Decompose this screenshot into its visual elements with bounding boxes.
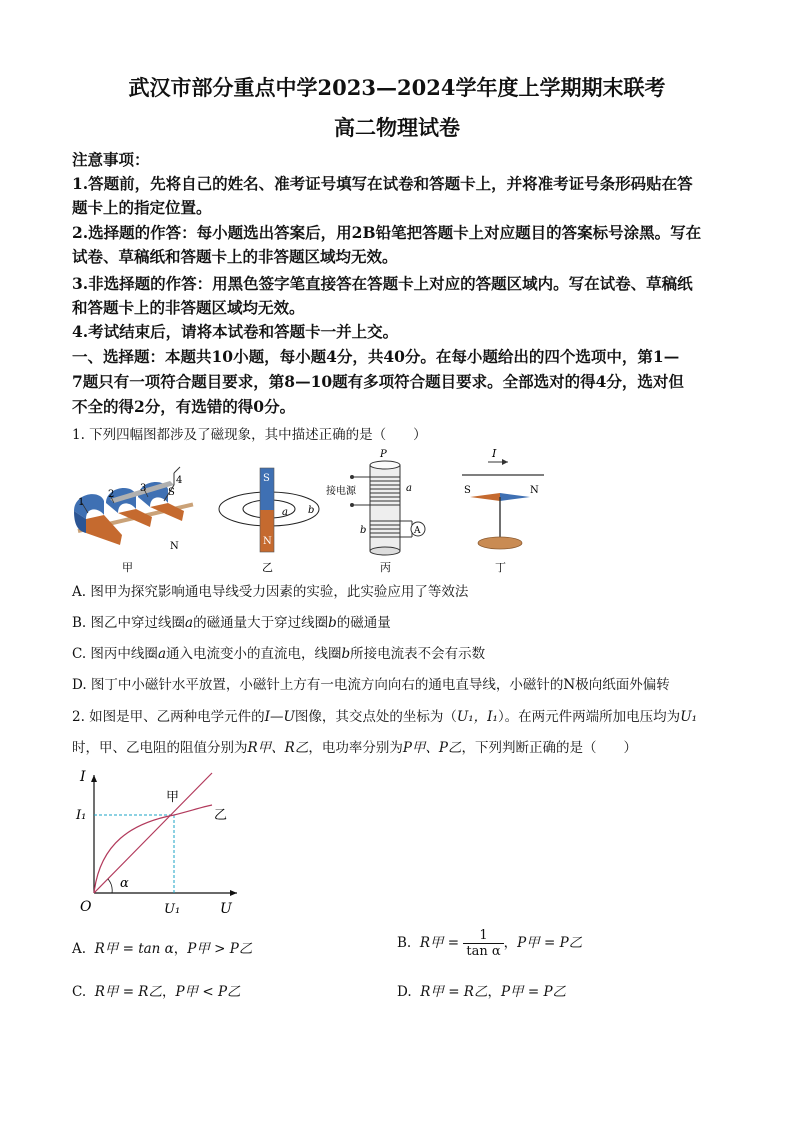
notes-heading: 注意事项：	[72, 150, 150, 169]
exam-subtitle: 高二物理试卷	[334, 115, 460, 140]
q2-option-a: A. R甲 = tan α，P甲 > P乙	[72, 941, 253, 957]
ding-label-S: S	[464, 485, 471, 496]
q2-iu-graph	[72, 763, 252, 923]
graph-label-U: U	[220, 901, 232, 917]
section-instruction: 一、选择题：本题共10小题，每小题4分，共40分。在每小题给出的四个选项中，第1—	[72, 347, 680, 366]
jia-label-S: S	[168, 487, 175, 498]
ding-label-N: N	[530, 485, 539, 496]
note-line: 和答题卡上的非答题区域均无效。	[72, 298, 305, 317]
bing-caption: 丙	[380, 561, 391, 574]
ding-label-I: I	[492, 447, 497, 460]
q1-option-b: B. 图乙中穿过线圈a的磁通量大于穿过线圈b的磁通量	[72, 615, 391, 631]
figure-ding	[462, 447, 544, 574]
graph-label-alpha: α	[120, 876, 129, 891]
jia-label-2: 2	[108, 489, 115, 500]
q1-option-a: A. 图甲为探究影响通电导线受力因素的实验，此实验应用了等效法	[72, 584, 469, 600]
graph-label-I1: I₁	[76, 808, 87, 823]
q1-option-d: D. 图丁中小磁针水平放置，小磁针上方有一电流方向向右的通电直导线，小磁针的N极向纸面外偏转	[72, 677, 670, 693]
graph-label-jia: 甲	[166, 790, 180, 805]
note-line: 4.考试结束后，请将本试卷和答题卡一并上交。	[72, 322, 399, 341]
graph-label-U1: U₁	[164, 902, 181, 917]
yi-caption: 乙	[262, 561, 273, 574]
jia-label-N: N	[170, 541, 179, 552]
q1-option-c: C. 图丙中线圈a通入电流变小的直流电，线圈b所接电流表不会有示数	[72, 646, 486, 662]
yi-label-b: b	[308, 505, 315, 516]
line-jia	[94, 773, 212, 893]
yi-label-S: S	[263, 473, 270, 484]
curve-yi	[94, 805, 212, 893]
figure-yi	[219, 468, 319, 574]
graph-label-yi: 乙	[214, 808, 228, 823]
ding-caption: 丁	[495, 561, 506, 574]
note-line: 试卷、草稿纸和答题卡上的非答题区域均无效。	[72, 247, 398, 266]
jia-label-4: 4	[176, 475, 183, 486]
q2-stem-line1: 2. 如图是甲、乙两种电学元件的I—U图像，其交点处的坐标为（U₁，I₁）。在两元件两端所加电压均为U₁	[72, 709, 697, 725]
exam-title: 武汉市部分重点中学2023—2024学年度上学期期末联考	[128, 75, 666, 100]
power-label: 接电源	[326, 486, 356, 497]
q2-option-c: C. R甲 = R乙，P甲 < P乙	[72, 984, 241, 1000]
q2-stem-line2: 时，甲、乙电阻的阻值分别为R甲、R乙，电功率分别为P甲、P乙，下列判断正确的是（ ）	[72, 740, 638, 756]
bing-label-P: P	[380, 449, 387, 460]
bing-label-b: b	[360, 525, 367, 536]
jia-label-3: 3	[140, 483, 147, 494]
figure-jia	[74, 467, 193, 574]
section-instruction: 不全的得2分，有选错的得0分。	[72, 397, 296, 416]
graph-label-I: I	[80, 769, 86, 785]
q2-option-d: D. R甲 = R乙，P甲 = P乙	[397, 984, 567, 1000]
yi-label-N: N	[263, 536, 272, 547]
bing-label-a: a	[406, 483, 412, 494]
section-instruction: 7题只有一项符合题目要求，第8—10题有多项符合题目要求。全部选对的得4分，选对但	[72, 372, 684, 391]
graph-label-O: O	[80, 899, 92, 915]
note-line: 2.选择题的作答：每小题选出答案后，用2B铅笔把答题卡上对应题目的答案标号涂黑。写在	[72, 223, 702, 242]
jia-caption: 甲	[122, 561, 133, 574]
yi-label-a: a	[282, 507, 288, 518]
q2-option-b: B. R甲 = $\frac{1}{\text{tan α}}$ ，P甲 = P乙	[397, 928, 583, 959]
q1-figure	[70, 443, 570, 575]
ammeter-label: A	[414, 526, 421, 536]
note-line: 3.非选择题的作答：用黑色签字笔直接答在答题卡上对应的答题区域内。写在试卷、草稿纸	[72, 274, 693, 293]
jia-label-1: 1	[78, 497, 85, 508]
figure-bing	[326, 449, 425, 574]
q1-stem: 1. 下列四幅图都涉及了磁现象，其中描述正确的是（ ）	[72, 427, 427, 443]
note-line: 题卡上的指定位置。	[72, 198, 212, 217]
note-line: 1.答题前，先将自己的姓名、准考证号填写在试卷和答题卡上，并将准考证号条形码贴在答	[72, 174, 693, 193]
